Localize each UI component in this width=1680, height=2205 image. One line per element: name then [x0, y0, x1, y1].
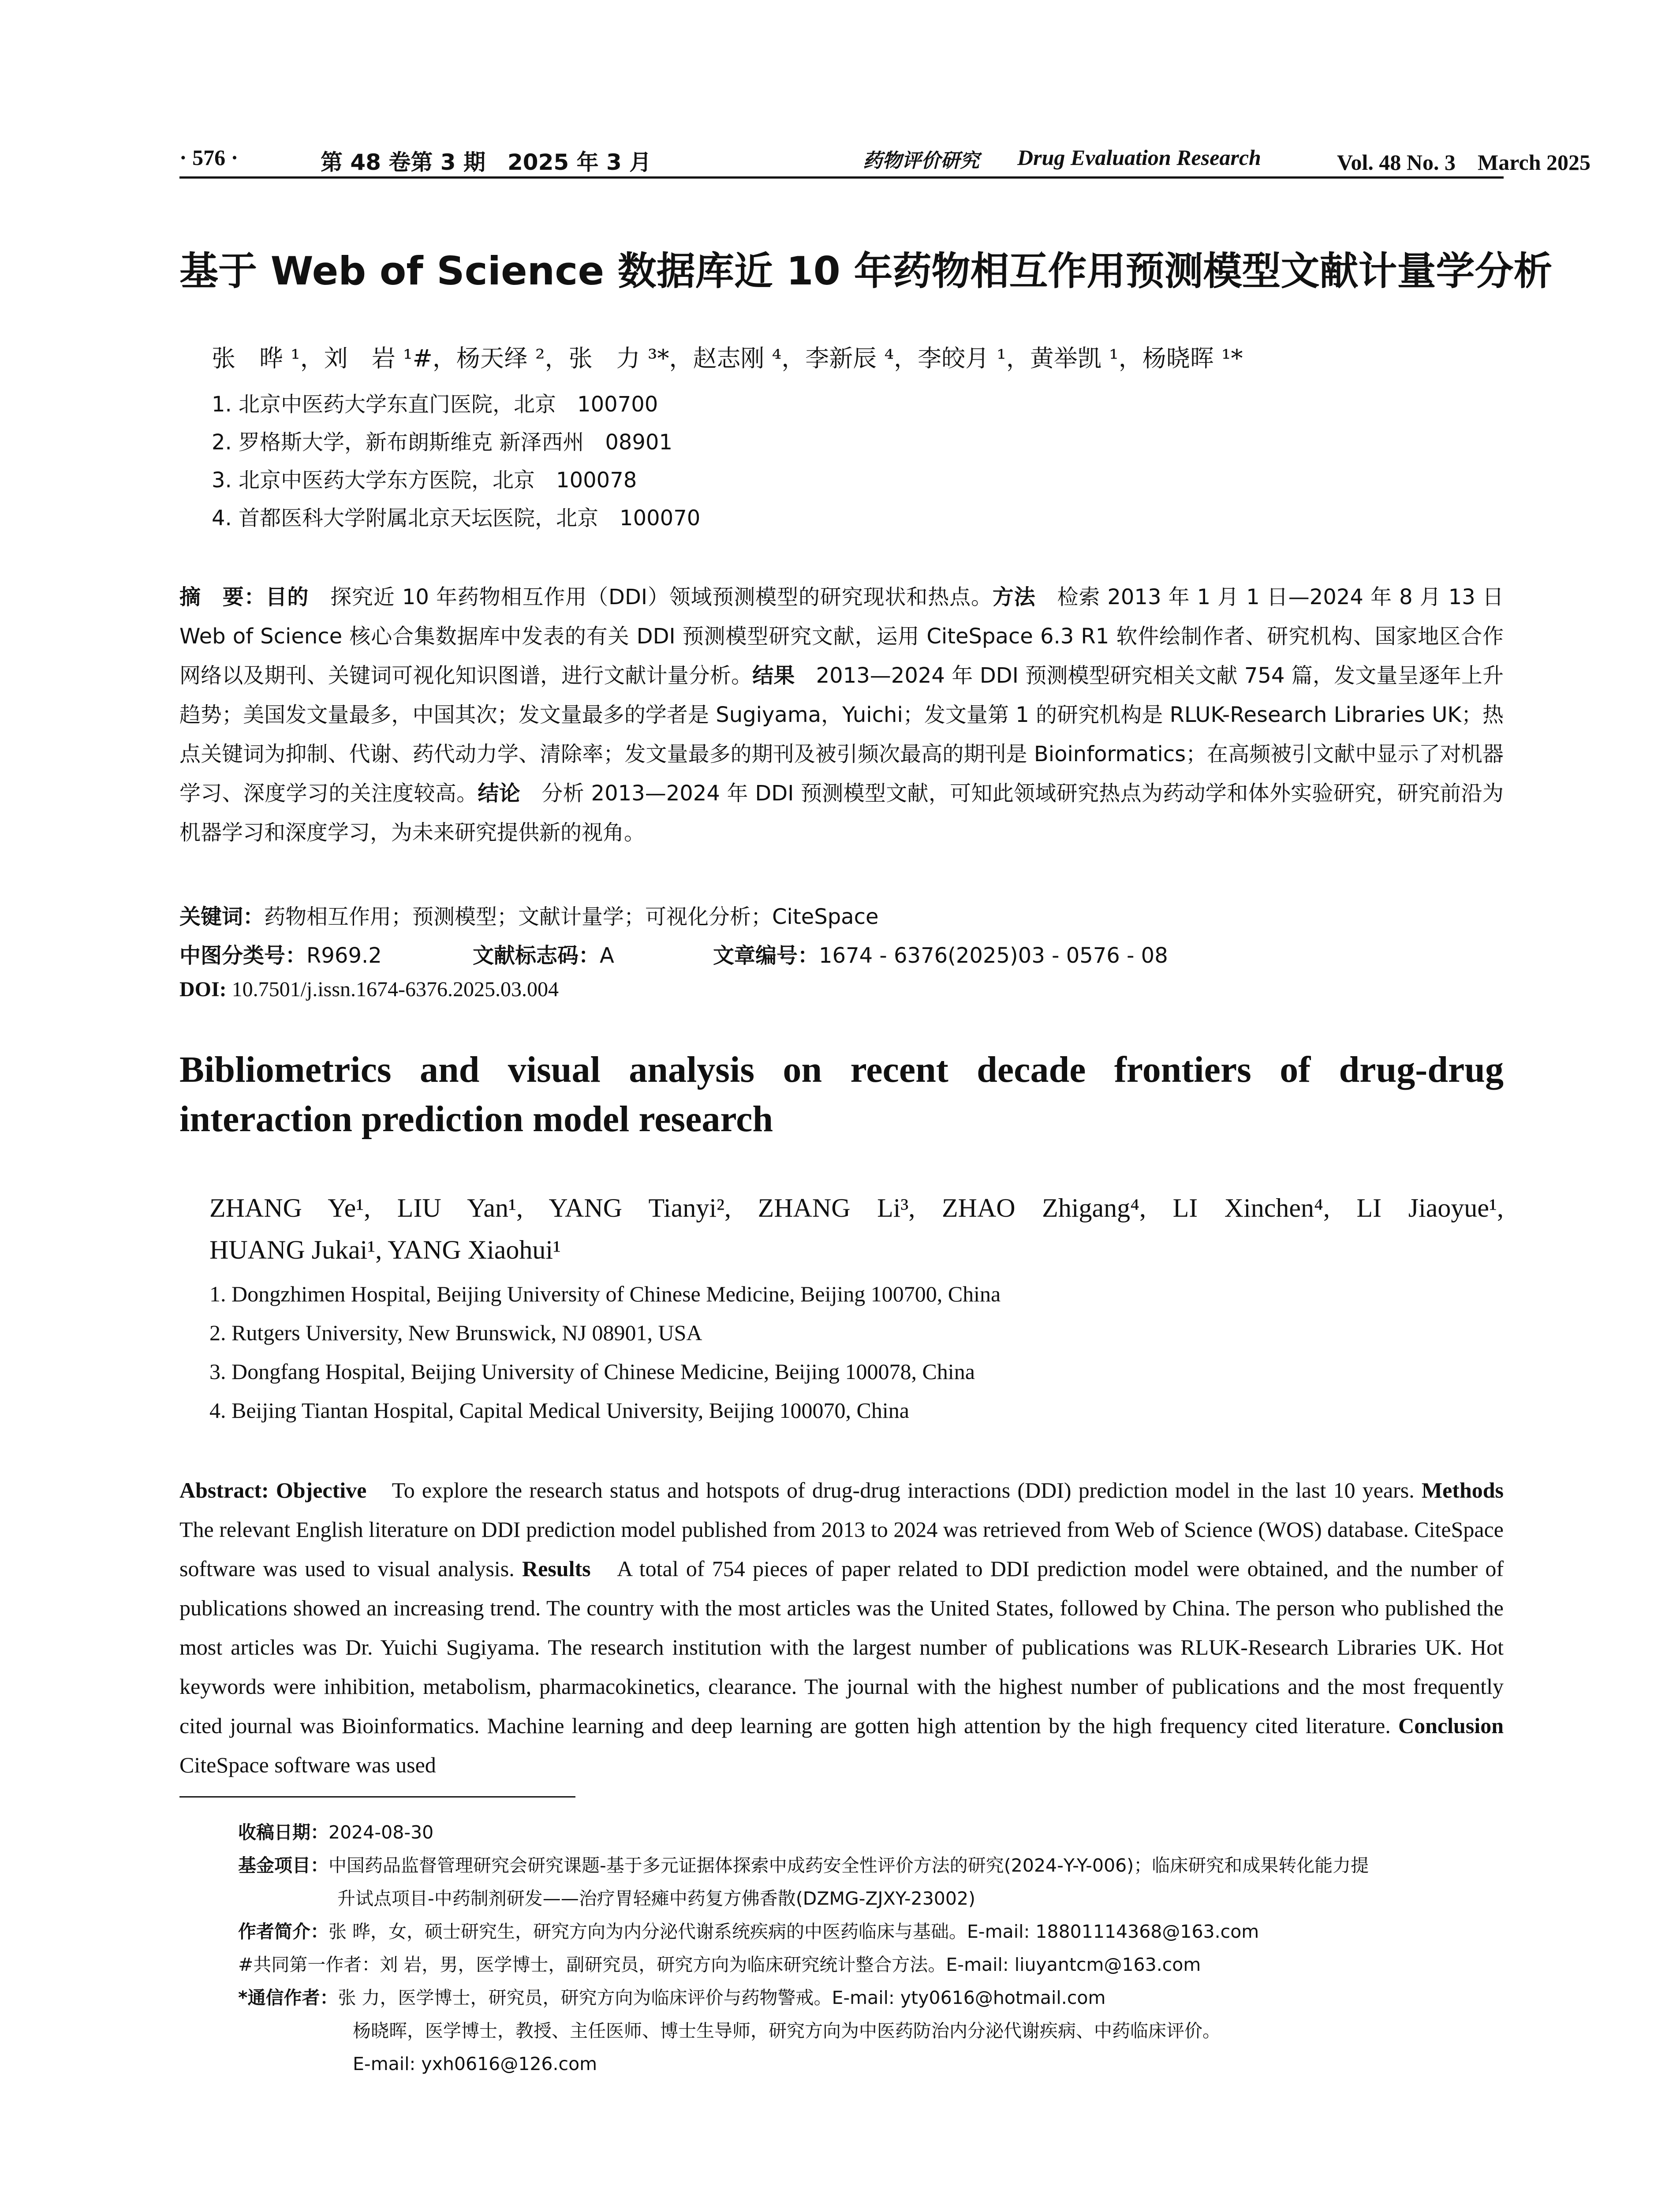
bio-text: 张 晔，女，硕士研究生，研究方向为内分泌代谢系统疾病的中医药临床与基础。E-mail: 18801114368@163.com [329, 1921, 1259, 1942]
en-methods-text: The relevant English literature on DDI prediction model published from 2013 to 2024 was retrieved from Web of Science (WOS) database. CiteSpace software was used to visual analysis. [179, 1517, 1504, 1581]
received-date [238, 1816, 433, 1849]
keywords-text: 药物相互作用；预测模型；文献计量学；可视化分析；CiteSpace [264, 904, 879, 929]
fund-text: 中国药品监督管理研究会研究课题-基于多元证据体探索中成药安全性评价方法的研究(2024-Y-Y-006)；临床研究和成果转化能力提 [329, 1855, 1369, 1876]
doi-value: 10.7501/j.issn.1674-6376.2025.03.004 [231, 978, 559, 1001]
chinese-abstract [179, 578, 1504, 852]
clc-value: R969.2 [306, 943, 382, 968]
en-objective-text: To explore the research status and hotspots of drug-drug interactions (DDI) prediction model in the last 10 years. [392, 1478, 1415, 1502]
journal-name-en: Drug Evaluation Research [1017, 145, 1261, 170]
cn-affiliation: 3. 北京中医药大学东方医院，北京 100078 [212, 468, 637, 493]
conclusion-label: 结论 [478, 781, 521, 806]
received-label: 收稿日期： [238, 1822, 329, 1843]
corr-label: *通信作者： [238, 1987, 338, 2008]
cn-affiliation: 2. 罗格斯大学，新布朗斯维克 新泽西州 08901 [212, 430, 673, 455]
doc-code [473, 938, 614, 969]
doi-line [179, 977, 559, 1002]
en-results-text: A total of 754 pieces of paper related to DDI prediction model were obtained, and the number of publications showed an increasing trend. The country with the most articles was the United States, followed by China. The person who published the most articles was Dr. Yuichi Sugiyama. The research institution with the largest number of publications was RLUK-Research Libraries UK. Hot keywords were inhibition, metabolism, pharmacokinetics, clearance. The journal with the highest number of publications and the most frequently cited journal was Bioinformatics. Machine learning and deep learning are gotten high attention by the high frequency cited literature. [179, 1556, 1504, 1738]
english-title: Bibliometrics and visual analysis on recent decade frontiers of drug-drug interaction prediction model research [179, 1049, 1504, 1140]
english-abstract [179, 1471, 1504, 1785]
methods-text: 检索 2013 年 1 月 1 日—2024 年 8 月 13 日 Web of Science 核心合集数据库中发表的有关 DDI 预测模型研究文献，运用 CiteSpace 6.3 R1 软件绘制作者、研究机构、国家地区合作网络以及期刊、关键词可视化知识图谱，进行文献计量分析。 [179, 585, 1504, 688]
objective-label: 目的 [265, 585, 309, 609]
article-value: 1674 - 6376(2025)03 - 0576 - 08 [819, 943, 1168, 968]
objective-text: 探究近 10 年药物相互作用（DDI）领域预测模型的研究现状和热点。 [330, 585, 993, 609]
en-methods-label: Methods [1421, 1478, 1504, 1502]
chinese-title: 基于 Web of Science 数据库近 10 年药物相互作用预测模型文献计量学分析 [179, 248, 1553, 294]
conclusion-text: 分析 2013—2024 年 DDI 预测模型文献，可知此领域研究热点为药动学和体外实验研究，研究前沿为机器学习和深度学习，为未来研究提供新的视角。 [179, 781, 1504, 845]
abstract-label: 摘 要： [179, 585, 266, 609]
co-first-author: #共同第一作者：刘 岩，男，医学博士，副研究员，研究方向为临床研究统计整合方法。E-mail: liuyantcm@163.com [238, 1954, 1201, 1975]
english-authors-line2: HUANG Jukai¹, YANG Xiaohui¹ [209, 1235, 561, 1264]
page-number: · 576 · [179, 145, 239, 170]
en-affiliation: 1. Dongzhimen Hospital, Beijing University of Chinese Medicine, Beijing 100700, China [209, 1282, 1001, 1306]
methods-label: 方法 [992, 585, 1036, 609]
running-header [179, 140, 1590, 176]
header-rule [179, 176, 1504, 179]
clc-label: 中图分类号： [179, 943, 307, 968]
fund-line2: 升试点项目-中药制剂研发——治疗胃轻瘫中药复方佛香散(DZMG-ZJXY-23002) [337, 1888, 976, 1909]
en-affiliation: 2. Rutgers University, New Brunswick, NJ 08901, USA [209, 1320, 702, 1345]
author-bio [238, 1915, 1259, 1948]
english-authors-line1: ZHANG Ye¹, LIU Yan¹, YANG Tianyi², ZHANG Li³, ZHAO Zhigang⁴, LI Xinchen⁴, LI Jiaoyue¹, [209, 1193, 1504, 1222]
received-value: 2024-08-30 [329, 1822, 434, 1843]
doc-label: 文献标志码： [473, 943, 600, 968]
article-number [713, 938, 1168, 969]
classification-line [179, 938, 1504, 969]
corr-text: 张 力，医学博士，研究员，研究方向为临床评价与药物警戒。E-mail: yty0616@hotmail.com [338, 1987, 1106, 2008]
en-conclusion-label: Conclusion [1398, 1713, 1504, 1738]
corresponding-author-line1 [238, 1981, 1105, 2014]
corresponding-author-line2: 杨晓晖，医学博士，教授、主任医师、博士生导师，研究方向为中医药防治内分泌代谢疾病、中药临床评价。 [353, 2020, 1221, 2041]
fund-line1 [238, 1849, 1369, 1882]
keywords [179, 900, 879, 930]
doc-value: A [600, 943, 614, 968]
volume-en: Vol. 48 No. 3 March 2025 [1337, 150, 1590, 175]
keywords-label: 关键词： [179, 904, 265, 929]
journal-logo: 药物评价研究 [863, 149, 979, 172]
fund-label: 基金项目： [238, 1855, 329, 1876]
doi-label: DOI: [179, 978, 227, 1001]
en-conclusion-text: CiteSpace software was used [179, 1753, 436, 1777]
corresponding-author-line3: E-mail: yxh0616@126.com [353, 2053, 597, 2074]
results-text: 2013—2024 年 DDI 预测模型研究相关文献 754 篇，发文量呈逐年上升趋势；美国发文量最多，中国其次；发文量最多的学者是 Sugiyama，Yuichi；发文量第 1 的研究机构是 RLUK-Research Libraries UK；热点关键词为抑制、代谢、药代动力学、清除率；发文量最多的期刊及被引频次最高的期刊是 Bioinformatics；在高频被引文献中显示了对机器学习、深度学习的关注度较高。 [179, 663, 1504, 806]
chinese-authors: 张 晔 ¹，刘 岩 ¹#，杨天绎 ²，张 力 ³*，赵志刚 ⁴，李新辰 ⁴，李皎月 ¹，黄举凯 ¹，杨晓晖 ¹* [212, 344, 1243, 372]
en-objective-label: Abstract: Objective [179, 1478, 367, 1502]
en-affiliation: 3. Dongfang Hospital, Beijing University of Chinese Medicine, Beijing 100078, China [209, 1359, 975, 1384]
footnote-rule [179, 1796, 575, 1798]
results-label: 结果 [752, 663, 795, 688]
en-results-label: Results [522, 1556, 591, 1581]
cn-affiliation: 1. 北京中医药大学东直门医院，北京 100700 [212, 392, 658, 417]
cn-affiliation: 4. 首都医科大学附属北京天坛医院，北京 100070 [212, 506, 701, 531]
en-affiliation: 4. Beijing Tiantan Hospital, Capital Medical University, Beijing 100070, China [209, 1398, 909, 1423]
issue-cn: 第 48 卷第 3 期 2025 年 3 月 [321, 149, 652, 175]
article-label: 文章编号： [713, 943, 819, 968]
bio-label: 作者简介： [238, 1921, 329, 1942]
